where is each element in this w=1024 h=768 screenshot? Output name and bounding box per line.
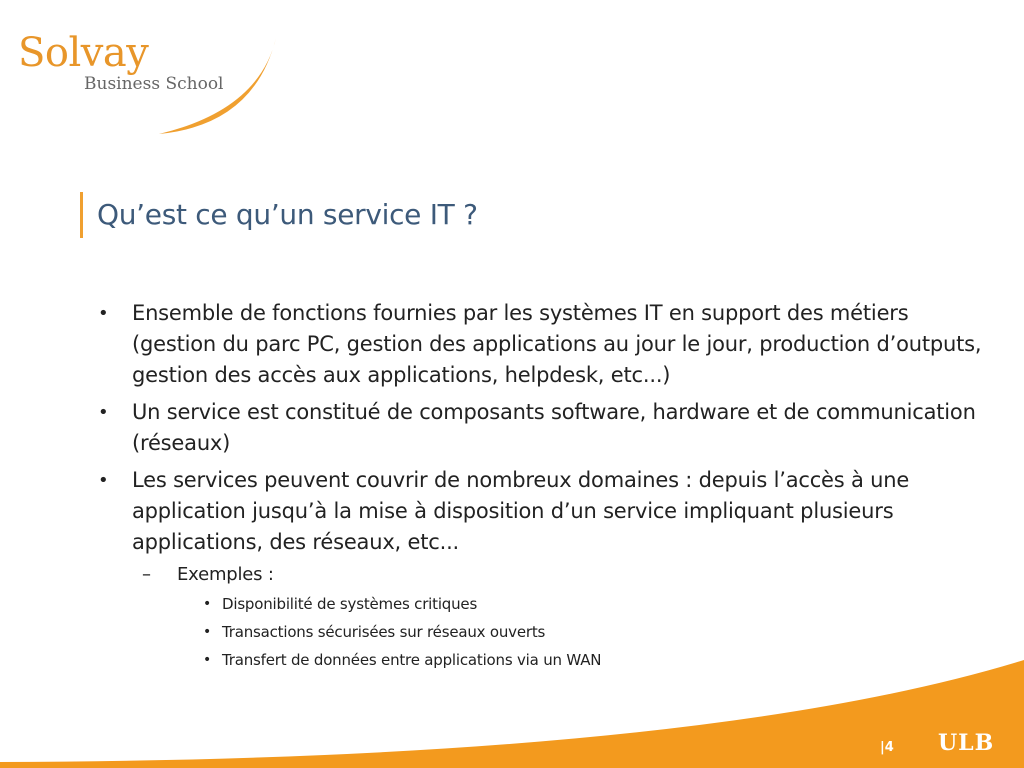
example-item bbox=[177, 618, 992, 646]
logo-subtitle: Business School bbox=[84, 74, 224, 94]
bullet-item bbox=[92, 465, 992, 674]
bullet-text: Un service est constitué de composants software, hardware et de communication (réseaux) bbox=[132, 400, 976, 455]
example-item bbox=[177, 590, 992, 618]
footer-wave bbox=[0, 650, 1024, 768]
bullet-item bbox=[92, 298, 992, 391]
bullet-icon: • bbox=[203, 624, 212, 640]
sub-heading: Exemples : bbox=[177, 564, 274, 585]
bullet-item bbox=[92, 397, 992, 459]
bullet-text: Les services peuvent couvrir de nombreux domaines : depuis l’accès à une application jusqu’à la mise à disposition d’un service impliquant plusieurs applications, des réseaux, etc... bbox=[132, 468, 910, 554]
title-accent-bar bbox=[80, 192, 83, 238]
example-text: Transfert de données entre applications via un WAN bbox=[222, 651, 602, 669]
solvay-logo bbox=[14, 30, 284, 140]
bullet-icon: • bbox=[98, 470, 109, 491]
dash-icon: – bbox=[142, 564, 151, 585]
bullet-icon: • bbox=[98, 402, 109, 423]
example-text: Transactions sécurisées sur réseaux ouverts bbox=[222, 623, 546, 641]
bullet-icon: • bbox=[203, 596, 212, 612]
bullet-text: Ensemble de fonctions fournies par les systèmes IT en support des métiers (gestion du parc PC, gestion des applications au jour le jour, production d’outputs, gestion des accès aux applications, helpdesk, etc...) bbox=[132, 301, 982, 387]
page-number: |4 bbox=[880, 740, 894, 755]
bullet-icon: • bbox=[203, 652, 212, 668]
ulb-logo: ULB bbox=[938, 730, 995, 756]
slide-title: Qu’est ce qu’un service IT ? bbox=[97, 198, 478, 231]
logo-wordmark: Solvay bbox=[18, 30, 149, 76]
example-text: Disponibilité de systèmes critiques bbox=[222, 595, 478, 613]
slide-content bbox=[92, 298, 992, 680]
bullet-icon: • bbox=[98, 303, 109, 324]
bullet-list bbox=[92, 298, 992, 674]
